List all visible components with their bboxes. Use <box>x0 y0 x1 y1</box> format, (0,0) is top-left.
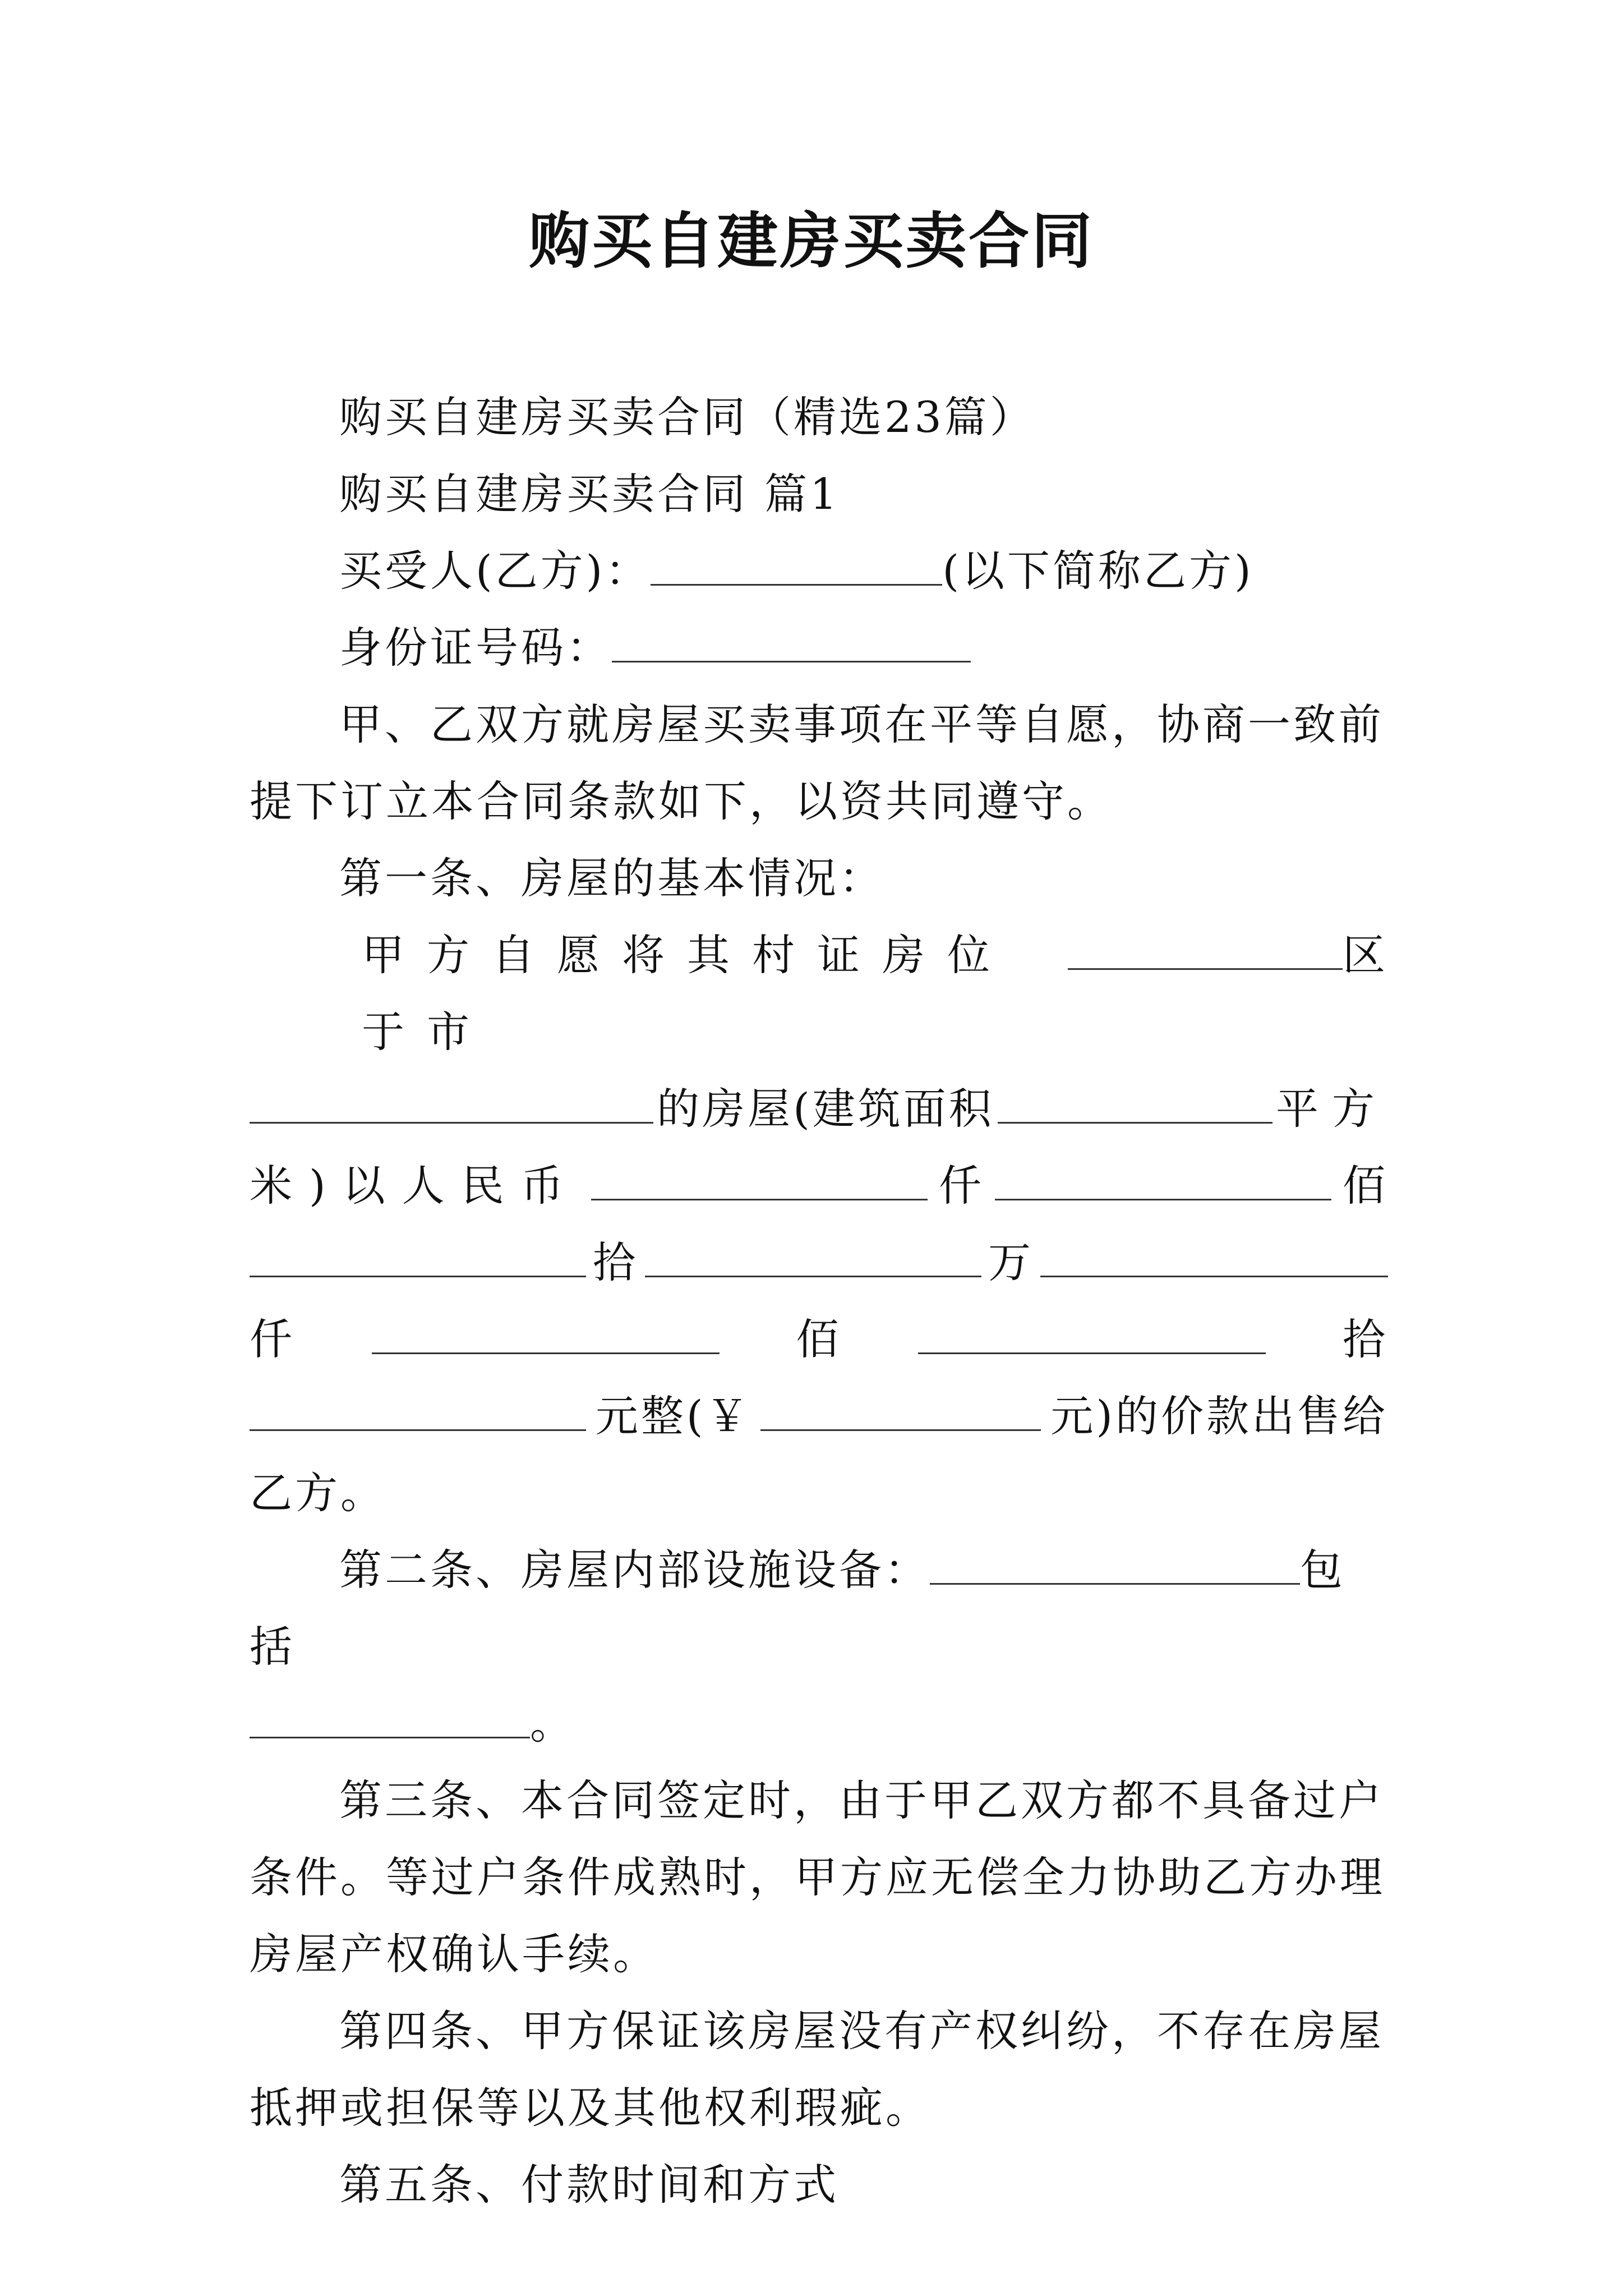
amount-wan-blank[interactable] <box>645 1236 981 1277</box>
id-line <box>250 609 1388 686</box>
city-blank[interactable] <box>1068 929 1343 970</box>
article-1-line-3 <box>250 1147 1388 1224</box>
document-body <box>250 379 1388 2223</box>
amount-yuan-blank[interactable] <box>250 1390 586 1431</box>
art1-text-o: 乙方。 <box>250 1468 386 1518</box>
amount-qian2-blank[interactable] <box>1040 1236 1388 1277</box>
article-1-body <box>250 917 1388 1531</box>
buyer-label: 买受人(乙方)： <box>339 546 651 596</box>
art1-text-c: 的房屋(建筑面积 <box>657 1084 994 1134</box>
article-1-line-2 <box>250 1070 1388 1147</box>
article-2-line-2 <box>250 1685 1388 1762</box>
art1-text-m: 元整(￥ <box>595 1391 751 1441</box>
includes-blank[interactable] <box>250 1697 530 1738</box>
art1-text-f: 仟 <box>938 1161 984 1211</box>
art1-text-k: 佰 <box>796 1314 842 1364</box>
article-2-line <box>250 1531 1388 1685</box>
section-heading: 购买自建房买卖合同 篇1 <box>339 469 840 519</box>
facilities-blank[interactable] <box>930 1544 1300 1585</box>
article-3: 第三条、本合同签定时，由于甲乙双方都不具备过户条件。等过户条件成熟时，甲方应无偿全力协助乙方办理房屋产权确认手续。 <box>250 1775 1385 1979</box>
article-5: 第五条、付款时间和方式 <box>339 2160 839 2210</box>
article-1-line-5 <box>250 1301 1388 1378</box>
article-1-line-4 <box>250 1224 1388 1301</box>
art1-text-g: 佰 <box>1342 1161 1388 1211</box>
article-1-title: 第一条、房屋的基本情况： <box>339 853 884 903</box>
art2-text-a: 第二条、房屋内部设施设备： <box>339 1545 930 1595</box>
id-label: 身份证号码： <box>339 623 612 673</box>
intro-paragraph: 甲、乙双方就房屋买卖事项在平等自愿，协商一致前提下订立本合同条款如下，以资共同遵守。 <box>250 700 1384 826</box>
amount-shi2-blank[interactable] <box>918 1313 1266 1354</box>
amount-shi-blank[interactable] <box>250 1236 586 1277</box>
art1-text-a: 甲方自愿将其村证房位于市 <box>362 930 1012 1057</box>
art1-text-h: 拾 <box>593 1237 638 1287</box>
buyer-suffix: (以下简称乙方) <box>942 546 1254 596</box>
art1-text-l: 拾 <box>1343 1314 1388 1364</box>
amount-qian-blank[interactable] <box>591 1159 928 1200</box>
area-blank[interactable] <box>998 1083 1272 1124</box>
buyer-name-blank[interactable] <box>651 545 942 586</box>
id-number-blank[interactable] <box>612 622 971 662</box>
art1-text-n: 元)的价款出售给 <box>1050 1391 1388 1441</box>
buyer-line <box>250 532 1388 609</box>
article-4: 第四条、甲方保证该房屋没有产权纠纷，不存在房屋抵押或担保等以及其他权利瑕疵。 <box>250 2006 1384 2133</box>
art1-text-b: 区 <box>1343 930 1388 980</box>
art1-text-e: 米)以人民币 <box>250 1161 580 1211</box>
art2-text-c: 。 <box>530 1699 575 1749</box>
article-1-line-1 <box>250 917 1388 1070</box>
amount-numeric-blank[interactable] <box>760 1390 1041 1431</box>
document-title: 购买自建房买卖合同 <box>528 206 1094 277</box>
art1-text-j: 仟 <box>250 1314 295 1364</box>
article-1-line-6 <box>250 1378 1388 1455</box>
amount-bai2-blank[interactable] <box>372 1313 720 1354</box>
art1-text-i: 万 <box>988 1237 1034 1287</box>
district-blank[interactable] <box>250 1083 653 1124</box>
amount-bai-blank[interactable] <box>995 1159 1331 1200</box>
subtitle: 购买自建房买卖合同（精选23篇） <box>339 392 1035 442</box>
art2-text-b: 包括 <box>250 1545 1345 1672</box>
art1-text-d: 平方 <box>1275 1084 1388 1134</box>
